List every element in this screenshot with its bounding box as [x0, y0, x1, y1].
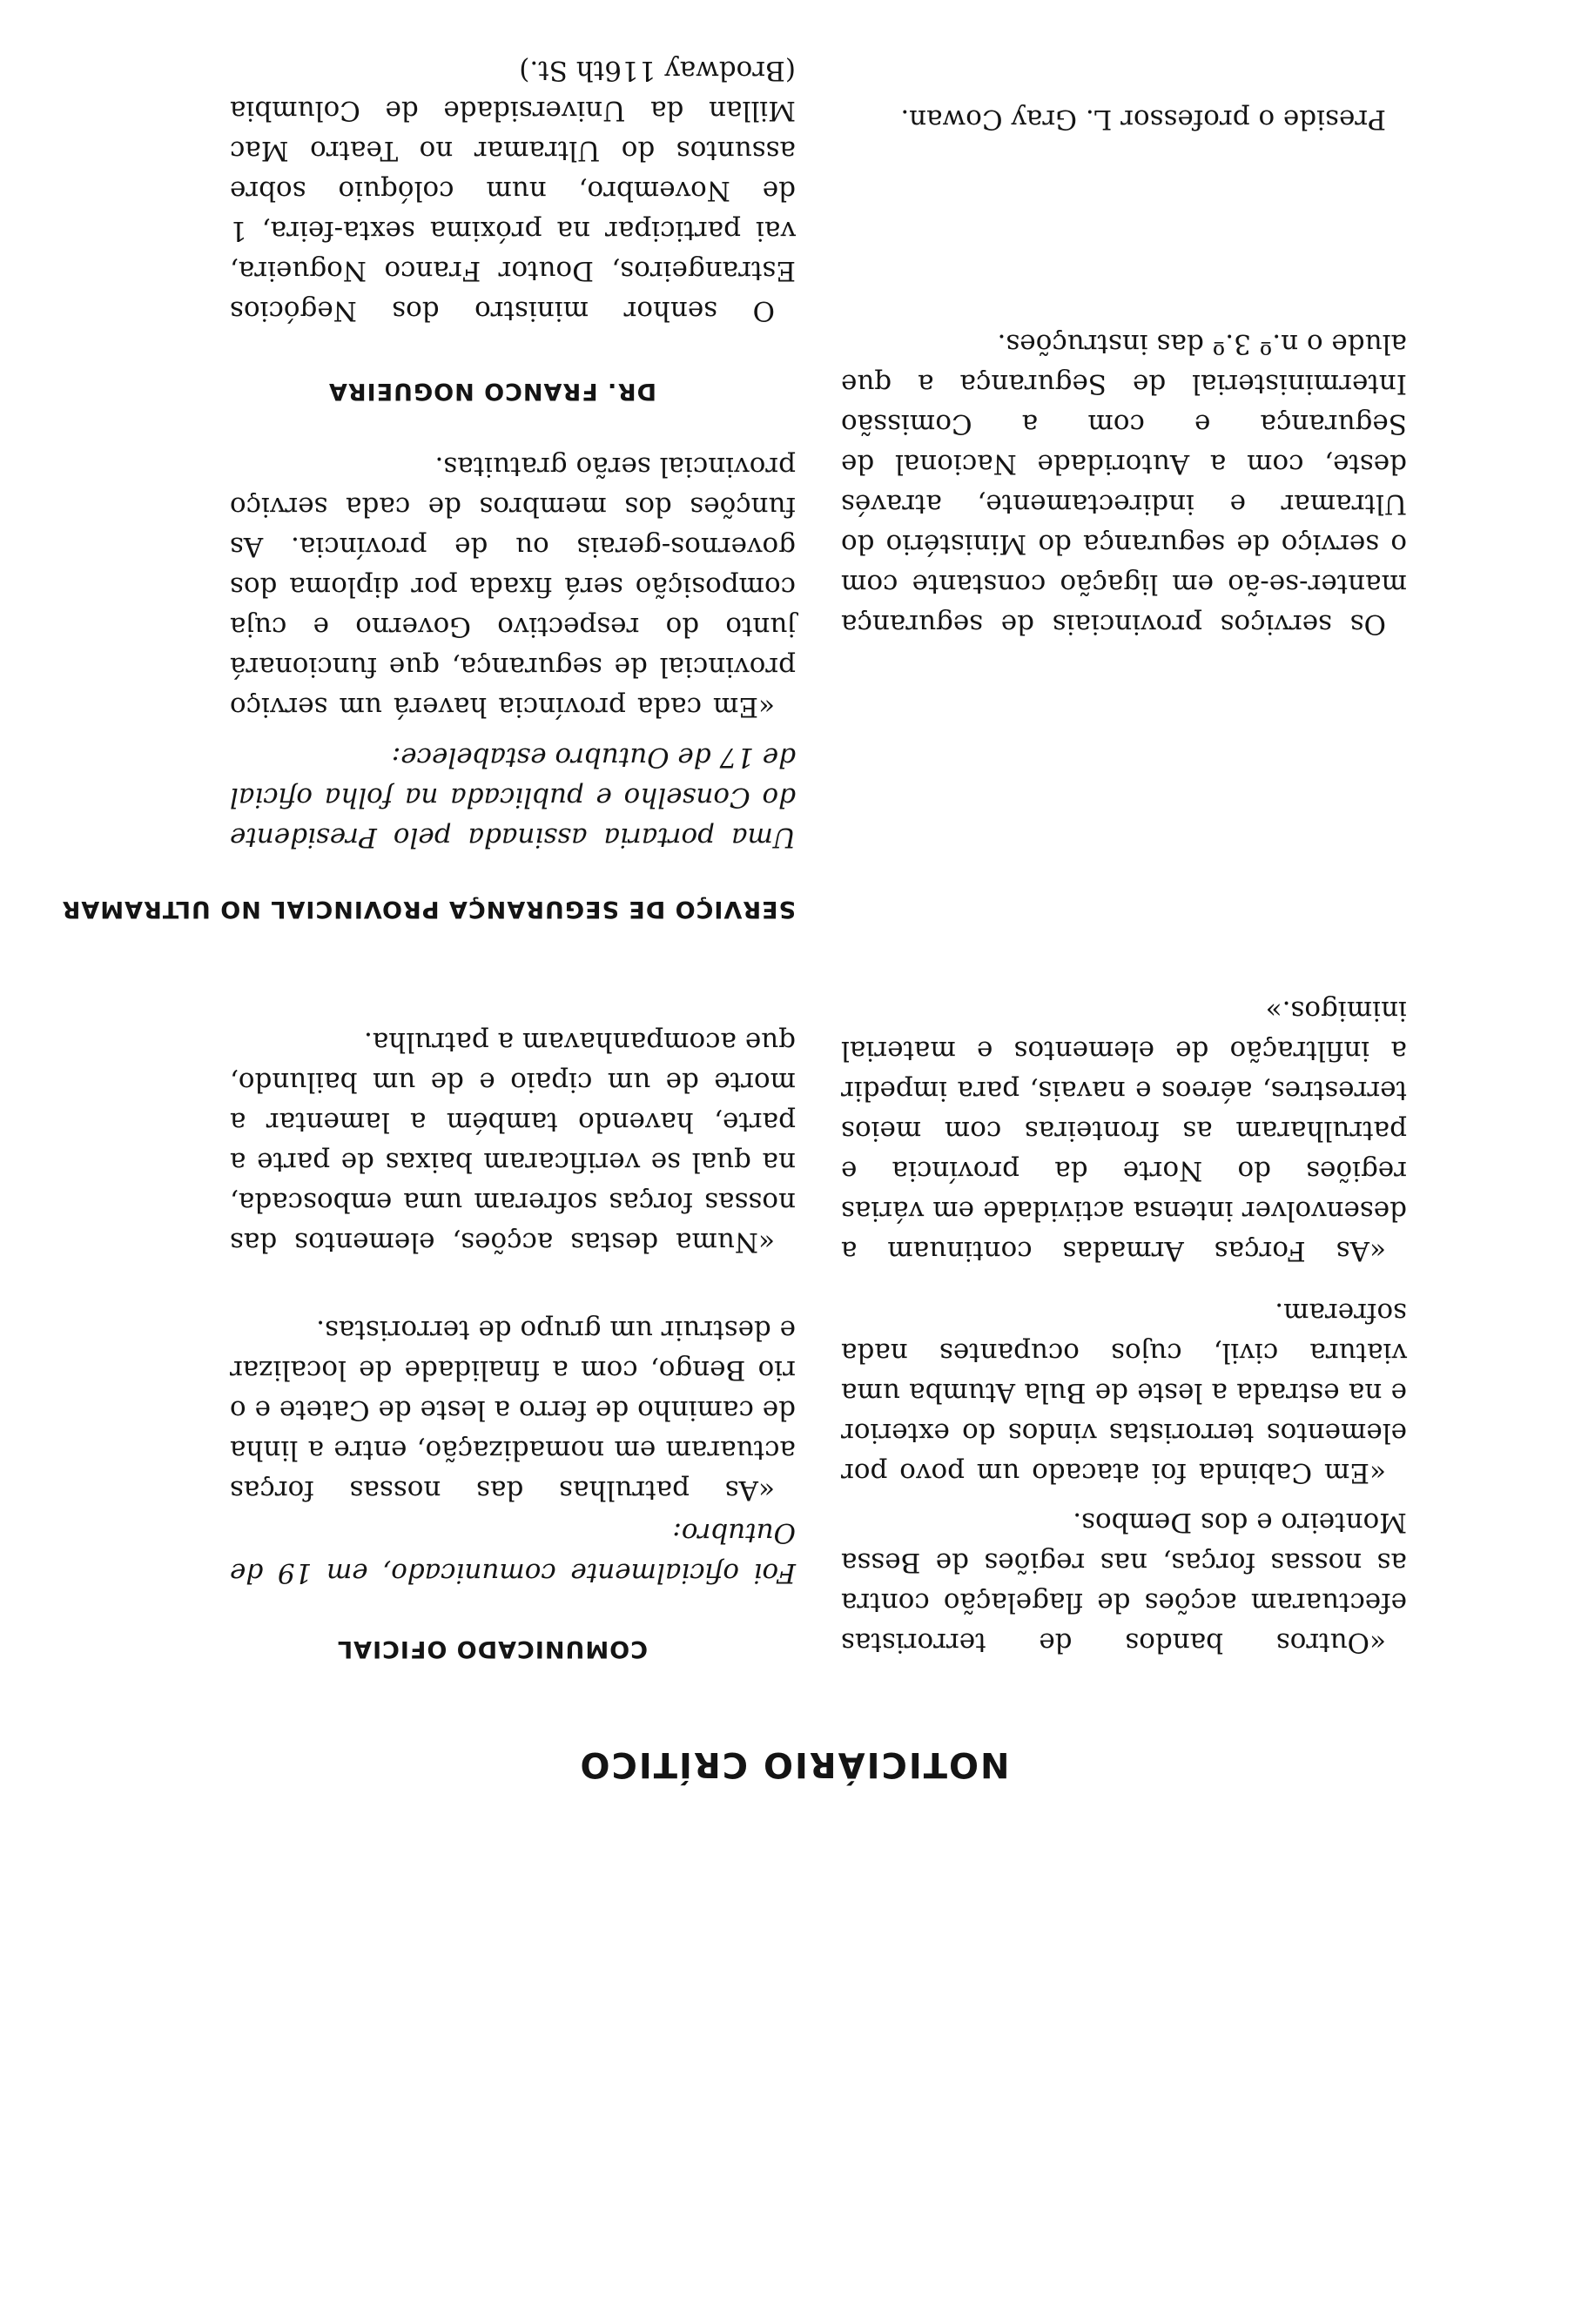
comunicado-paragraph-1: «As patrulhas das nossas forças actuaram em nomadização, entre a linha de caminho de ferro a leste de Catete e o rio Bengo, com a finalidade de localizar e destruir um grupo de terroristas. — [230, 1314, 796, 1506]
servico-intro: Uma portaria assinada pelo Presidente do Conselho e publicada na folha oficial de 17 de Outubro estabelece: — [230, 742, 796, 853]
servico-heading: SERVIÇO DE SEGURANÇA PROVINCIAL NO ULTRAMAR — [61, 896, 796, 923]
comunicado-paragraph-4: «Em Cabinda foi atacado um povo por elementos terroristas vindos do exterior e na estrada a leste de Bula Atumba uma viatura civil, cujos ocupantes nada sofreram. — [841, 1297, 1407, 1488]
comunicado-paragraph-2: «Numa destas acções, elementos das nossas forças sofreram uma emboscada, na qual se verificaram baixas de parte a parte, havendo também a lamentar a morte de um cipaio e de um bailundo, que acompanhavam a patrulha. — [230, 1026, 796, 1258]
comunicado-paragraph-5: «As Forças Armadas continuam a desenvolver intensa actividade em várias regiões do Norte da província e patrulharam as fronteiras com meios terrestres, aéreos e navais, para impedir a infiltração de elementos e material inimigos.» — [841, 995, 1407, 1266]
servico-paragraph-2: Os serviços provinciais de segurança manter-se-ão em ligação constante com o serviço de segurança do Ministério do Ultramar e indirectamente, através deste, com a Autoridade Nacional de Segurança e com a Comissão Interministerial de Segurança a que alude o n.º 3.º das instruções. — [841, 328, 1407, 640]
servico-paragraph-1: «Em cada província haverá um serviço provincial de segurança, que funcionará junto do respectivo Governo e cuja composição será fixada por diploma dos governos-gerais ou de província. As funções dos membros de cada serviço provincial serão gratuitas. — [230, 451, 796, 722]
comunicado-heading: COMUNICADO OFICIAL — [336, 1636, 648, 1662]
franco-heading: DR. FRANCO NOGUEIRA — [327, 378, 656, 405]
franco-paragraph-1: O senhor ministro dos Negócios Estrangeiros, Doutor Franco Nogueira, vai participar na próxima sexta-feira, 1 de Novembro, num colóquio sobre assuntos do Ultramar no Teatro Mac Millan da Universidade de Columbia (Brodway 116th St.) — [230, 55, 796, 326]
franco-paragraph-2: Preside o professor L. Gray Cowan. — [900, 104, 1386, 135]
page-title: NOTICIÁRIO CRÍTICO — [578, 1744, 1010, 1784]
comunicado-intro: Foi oficialmente comunicado, em 19 de Outubro: — [230, 1517, 796, 1589]
comunicado-paragraph-3: «Outros bandos de terroristas efectuaram acções de flagelação contra as nossas forças, nas regiões de Bessa Monteiro e dos Dembos. — [841, 1507, 1407, 1658]
